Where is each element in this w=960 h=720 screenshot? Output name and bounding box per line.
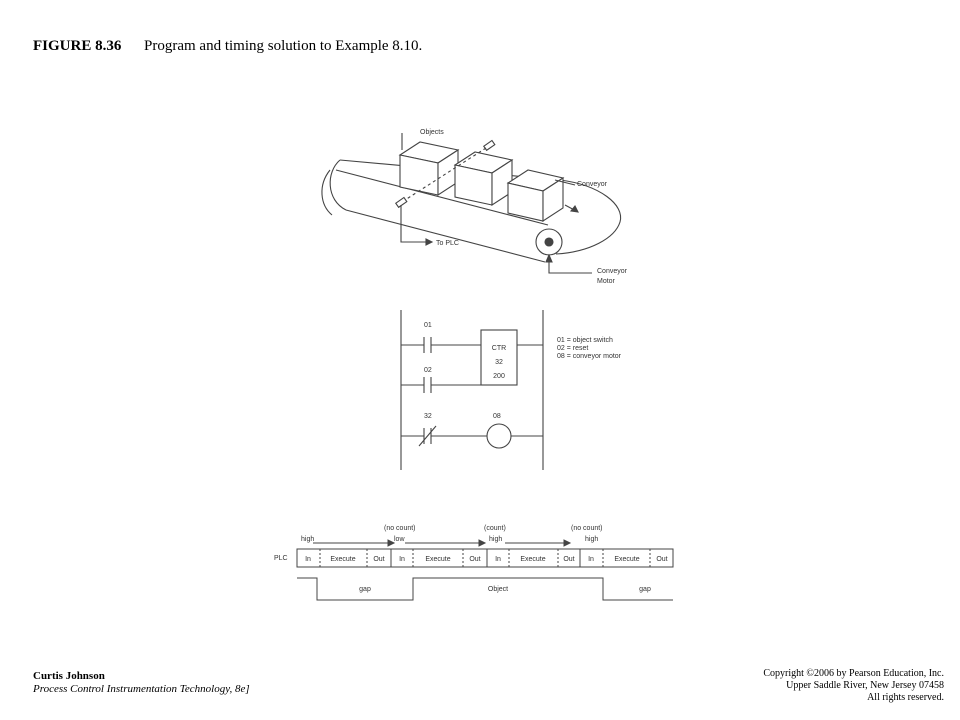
scan-cell: In — [588, 556, 594, 563]
level-high-2: high — [489, 536, 503, 543]
copyright-line-2: Upper Saddle River, New Jersey 07458 — [786, 680, 944, 691]
contact-02-label: 02 — [424, 367, 432, 374]
contact-01 — [401, 337, 481, 353]
scan-cell: Execute — [330, 556, 356, 563]
signal-object: Object — [487, 586, 509, 593]
plc-label: PLC — [274, 555, 288, 562]
object-signal — [297, 578, 673, 600]
scan-cell-labels — [305, 556, 668, 563]
to-plc-label: To PLC — [436, 240, 459, 247]
legend-line-2: 02 = reset — [557, 345, 589, 352]
motor-label-line1: Conveyor — [597, 268, 627, 275]
to-plc-wire — [401, 205, 432, 242]
scan-cell: Out — [469, 556, 481, 563]
counter-address: 32 — [495, 359, 503, 366]
author-name: Curtis Johnson — [33, 670, 105, 682]
contact-01-label: 01 — [424, 322, 432, 329]
figure-caption: Program and timing solution to Example 8.10. — [144, 38, 423, 54]
contact-02 — [401, 377, 481, 393]
objects-label: Objects — [420, 129, 444, 136]
copyright-line-3: All rights reserved. — [867, 692, 944, 703]
signal-gap-1: gap — [359, 586, 371, 593]
scan-cell: In — [399, 556, 405, 563]
scan-cell: In — [305, 556, 311, 563]
book-title: Process Control Instrumentation Technology, 8e] — [33, 683, 250, 695]
footer-attribution — [33, 670, 250, 696]
scan-cell: Execute — [425, 556, 451, 563]
scan-cell: Out — [656, 556, 668, 563]
ladder-diagram — [401, 310, 543, 470]
scan-cell-dividers — [320, 549, 650, 567]
motion-arrowhead — [571, 206, 578, 212]
motor-label-line2: Motor — [597, 278, 615, 285]
annotation-no-count-2: (no count) — [571, 525, 603, 532]
conveyor-illustration — [322, 133, 621, 273]
legend-line-1: 01 = object switch — [557, 337, 613, 344]
motor-arrowhead — [546, 255, 552, 262]
counter-preset: 200 — [493, 373, 505, 380]
object-box-2 — [455, 152, 512, 205]
object-box-1 — [400, 142, 458, 195]
contact-32-nc — [401, 426, 487, 446]
level-arrows — [313, 540, 570, 546]
copyright-line-1: Copyright ©2006 by Pearson Education, Inc. — [763, 668, 944, 679]
annotation-no-count-1: (no count) — [384, 525, 416, 532]
copyright-notice — [763, 668, 944, 704]
conveyor-label: Conveyor — [577, 181, 607, 188]
scan-cell: Execute — [614, 556, 640, 563]
counter-title: CTR — [491, 345, 507, 352]
level-low: low — [394, 536, 405, 543]
belt-front-lower — [346, 210, 545, 262]
coil-08 — [487, 424, 511, 448]
belt-right-curve — [556, 180, 621, 254]
signal-gap-2: gap — [639, 586, 651, 593]
figure-number: FIGURE 8.36 — [33, 38, 122, 54]
scan-cell: Out — [373, 556, 385, 563]
roller-axle — [545, 238, 553, 246]
level-high-3: high — [585, 536, 599, 543]
to-plc-arrowhead — [426, 239, 432, 245]
belt-left-curve — [330, 160, 346, 210]
contact-32-label: 32 — [424, 413, 432, 420]
annotation-count: (count) — [484, 525, 506, 532]
scan-cell: Out — [563, 556, 575, 563]
motor-wire — [549, 255, 592, 273]
scan-cell: Execute — [520, 556, 546, 563]
level-high-1: high — [301, 536, 315, 543]
legend-line-3: 08 = conveyor motor — [557, 353, 622, 360]
scan-cell: In — [495, 556, 501, 563]
timing-diagram — [297, 540, 673, 600]
coil-08-label: 08 — [493, 413, 501, 420]
object-box-3 — [508, 170, 563, 221]
